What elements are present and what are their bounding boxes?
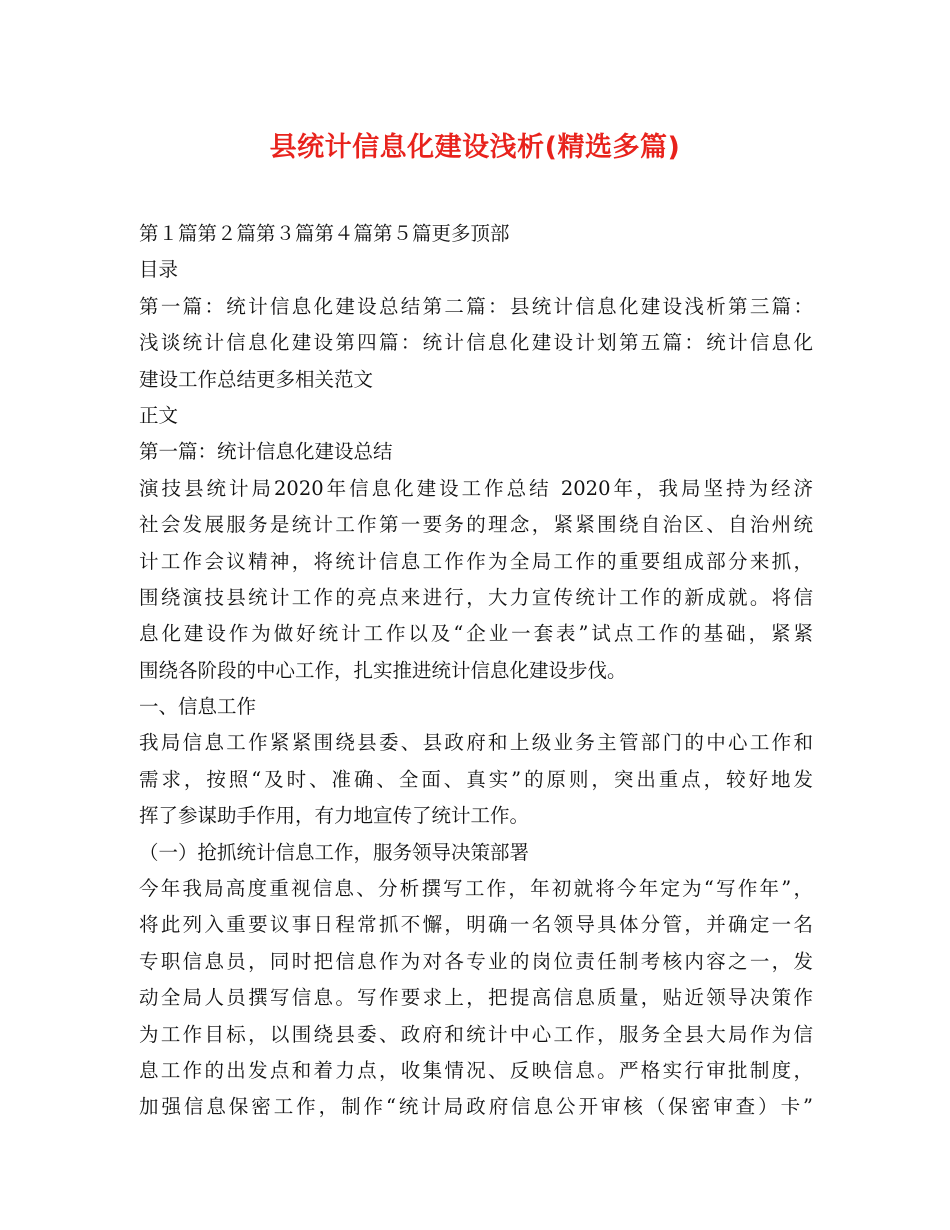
- toc-heading: 目录: [139, 258, 179, 282]
- toc-line: 浅谈统计信息化建设第四篇：统计信息化建设计划第五篇：统计信息化: [139, 331, 813, 355]
- paragraph-line: 息化建设作为做好统计工作以及“企业一套表”试点工作的基础，紧紧: [139, 622, 813, 646]
- subsection-heading: 一、信息工作: [139, 695, 257, 719]
- section-heading: 第一篇：统计信息化建设总结: [139, 440, 393, 464]
- paragraph-line: 演技县统计局2020年信息化建设工作总结 2020年，我局坚持为经济: [139, 476, 813, 500]
- paragraph-line: 挥了参谋助手作用，有力地宣传了统计工作。: [139, 804, 530, 828]
- toc-line: 建设工作总结更多相关范文: [139, 367, 374, 391]
- nav-line: 第１篇第２篇第３篇第４篇第５篇更多顶部: [139, 222, 510, 245]
- body-heading: 正文: [139, 403, 179, 427]
- paragraph-line: 需求，按照“及时、准确、全面、真实”的原则，突出重点，较好地发: [139, 767, 813, 791]
- paragraph-line: 将此列入重要议事日程常抓不懈，明确一名领导具体分管，并确定一名: [139, 913, 813, 937]
- paragraph-line: 围绕演技县统计工作的亮点来进行，大力宣传统计工作的新成就。将信: [139, 585, 813, 609]
- document-body: [139, 216, 819, 1126]
- paragraph-line: 计工作会议精神，将统计信息工作作为全局工作的重要组成部分来抓，: [139, 549, 813, 573]
- paragraph-line: 加强信息保密工作，制作“统计局政府信息公开审核（保密审查）卡”: [139, 1095, 813, 1119]
- paragraph-line: 动全局人员撰写信息。写作要求上，把提高信息质量，贴近领导决策作: [139, 986, 813, 1010]
- paragraph-line: 为工作目标，以围绕县委、政府和统计中心工作，服务全县大局作为信: [139, 1022, 813, 1046]
- subsection-heading: （一）抢抓统计信息工作，服务领导决策部署: [139, 840, 530, 864]
- paragraph-line: 社会发展服务是统计工作第一要务的理念，紧紧围绕自治区、自治州统: [139, 513, 813, 537]
- paragraph-line: 专职信息员，同时把信息作为对各专业的岗位责任制考核内容之一，发: [139, 949, 813, 973]
- paragraph-line: 息工作的出发点和着力点，收集情况、反映信息。严格实行审批制度，: [139, 1058, 813, 1082]
- paragraph-line: 今年我局高度重视信息、分析撰写工作，年初就将今年定为“写作年”，: [139, 877, 813, 901]
- paragraph-line: 围绕各阶段的中心工作，扎实推进统计信息化建设步伐。: [139, 658, 627, 682]
- paragraph-line: 我局信息工作紧紧围绕县委、县政府和上级业务主管部门的中心工作和: [139, 731, 813, 755]
- document-title: 县统计信息化建设浅析(精选多篇): [269, 132, 681, 163]
- toc-line: 第一篇：统计信息化建设总结第二篇：县统计信息化建设浅析第三篇：: [139, 294, 813, 318]
